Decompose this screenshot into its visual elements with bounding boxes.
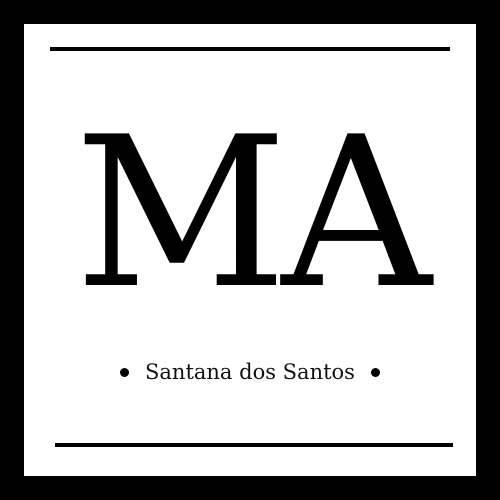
tagline: Santana dos Santos xyxy=(145,360,355,384)
bullet-right-icon xyxy=(371,368,380,377)
bottom-divider xyxy=(55,443,453,447)
top-divider xyxy=(50,47,450,51)
tagline-row xyxy=(0,358,500,386)
bullet-left-icon xyxy=(120,368,129,377)
monogram: MA xyxy=(74,93,426,335)
